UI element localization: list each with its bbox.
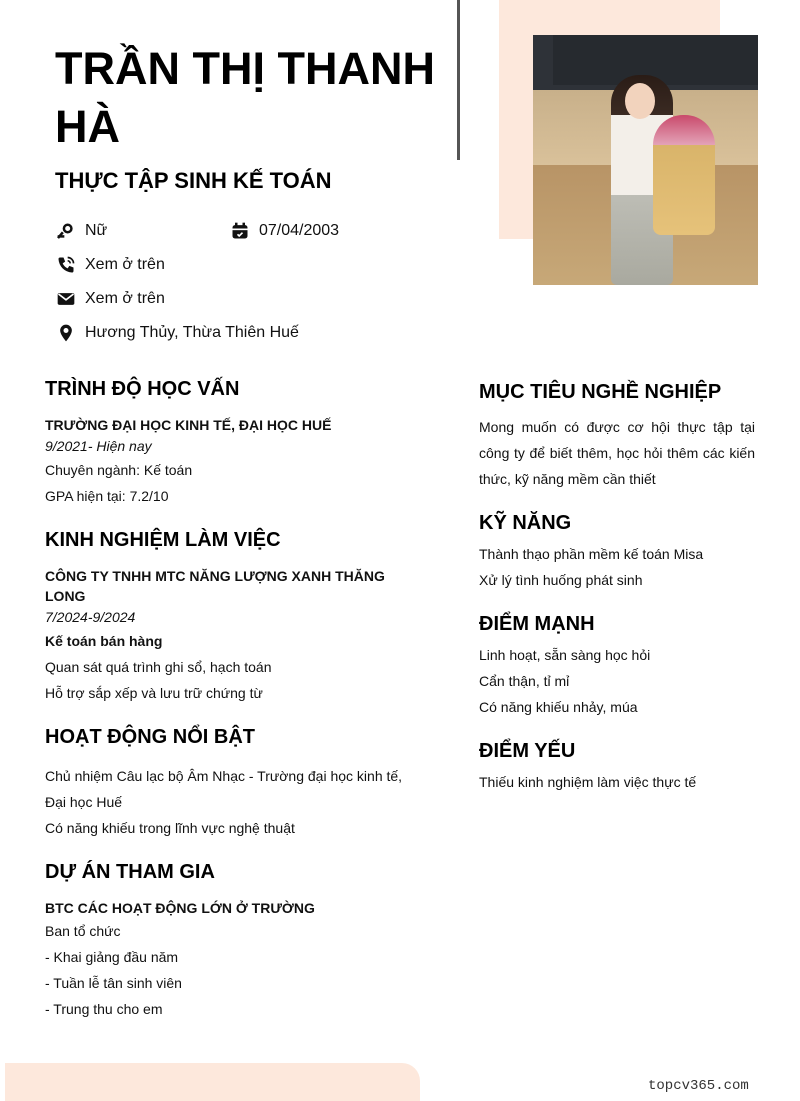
project-line: Ban tổ chức — [45, 923, 121, 939]
right-column — [479, 381, 755, 815]
weaknesses-title: ĐIỂM YẾU — [479, 740, 576, 762]
project-line: - Tuần lễ tân sinh viên — [45, 975, 182, 991]
experience-task: Quan sát quá trình ghi sổ, hạch toán — [45, 659, 272, 675]
activity-item: Chủ nhiệm Câu lạc bộ Âm Nhạc - Trường đại học kinh tế, Đại học Huế — [45, 768, 403, 810]
strength-item: Có năng khiếu nhảy, múa — [479, 699, 638, 715]
birthdate-value: 07/04/2003 — [259, 222, 340, 239]
footer-band — [5, 1063, 420, 1101]
strengths-section — [479, 613, 755, 720]
candidate-name: TRẦN THỊ THANH HÀ — [55, 43, 435, 152]
photo-flower-bouquet — [653, 115, 715, 235]
objective-text: Mong muốn có được cơ hội thực tập tại công ty để biết thêm, học hỏi thêm các kiến thức, kỹ năng mềm cần thiết — [479, 419, 755, 487]
email-icon — [55, 288, 77, 310]
activities-section — [45, 726, 425, 841]
info-birthdate — [229, 220, 339, 242]
job-title: THỰC TẬP SINH KẾ TOÁN — [55, 168, 332, 193]
experience-task: Hỗ trợ sắp xếp và lưu trữ chứng từ — [45, 685, 263, 701]
site-watermark: topcv365.com — [648, 1078, 749, 1094]
skill-item: Xử lý tình huống phát sinh — [479, 572, 643, 588]
email-value: Xem ở trên — [85, 290, 165, 307]
weakness-item: Thiếu kinh nghiệm làm việc thực tế — [479, 774, 697, 790]
phone-value: Xem ở trên — [85, 256, 165, 273]
calendar-icon — [229, 220, 251, 242]
info-gender — [55, 220, 107, 242]
skill-item: Thành thạo phần mềm kế toán Misa — [479, 546, 704, 562]
project-line: - Trung thu cho em — [45, 1001, 163, 1017]
project-line: - Khai giảng đầu năm — [45, 949, 179, 965]
education-title: TRÌNH ĐỘ HỌC VẤN — [45, 378, 240, 400]
strength-item: Linh hoạt, sẵn sàng học hỏi — [479, 647, 651, 663]
projects-title: DỰ ÁN THAM GIA — [45, 861, 215, 883]
projects-section — [45, 861, 425, 1022]
education-school: TRƯỜNG ĐẠI HỌC KINH TẾ, ĐẠI HỌC HUẾ — [45, 417, 332, 433]
skills-title: KỸ NĂNG — [479, 512, 572, 534]
experience-company: CÔNG TY TNHH MTC NĂNG LƯỢNG XANH THĂNG LONG — [45, 568, 385, 604]
experience-period: 7/2024-9/2024 — [45, 609, 136, 625]
address-value: Hương Thủy, Thừa Thiên Huế — [85, 324, 299, 341]
info-address — [55, 322, 299, 344]
header-divider — [457, 0, 460, 160]
gender-icon — [55, 220, 77, 242]
strength-item: Cẩn thận, tỉ mỉ — [479, 673, 570, 689]
weaknesses-section — [479, 740, 755, 795]
experience-section — [45, 529, 425, 706]
education-major: Chuyên ngành: Kế toán — [45, 462, 193, 478]
phone-icon — [55, 254, 77, 276]
experience-role: Kế toán bán hàng — [45, 633, 163, 649]
photo-face — [625, 83, 655, 119]
activity-item: Có năng khiếu trong lĩnh vực nghệ thuật — [45, 820, 295, 836]
project-name: BTC CÁC HOẠT ĐỘNG LỚN Ở TRƯỜNG — [45, 900, 315, 916]
left-column — [45, 378, 425, 1042]
gender-value: Nữ — [85, 222, 108, 239]
education-period: 9/2021- Hiện nay — [45, 438, 152, 454]
experience-title: KINH NGHIỆM LÀM VIỆC — [45, 529, 281, 551]
education-gpa: GPA hiện tại: 7.2/10 — [45, 488, 169, 504]
info-email — [55, 288, 165, 310]
objective-section — [479, 381, 755, 492]
education-section — [45, 378, 425, 509]
skills-section — [479, 512, 755, 593]
activities-title: HOẠT ĐỘNG NỔI BẬT — [45, 726, 255, 748]
location-icon — [55, 322, 77, 344]
info-phone — [55, 254, 165, 276]
objective-title: MỤC TIÊU NGHỀ NGHIỆP — [479, 381, 722, 403]
strengths-title: ĐIỂM MẠNH — [479, 613, 595, 635]
profile-photo — [533, 35, 758, 285]
